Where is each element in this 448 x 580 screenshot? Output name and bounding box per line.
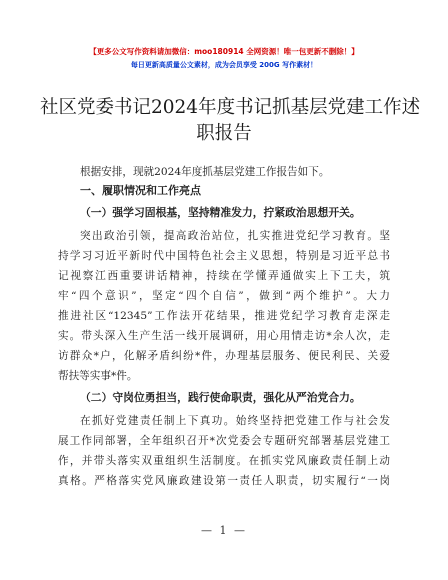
paragraph1-line: 牢“四个意识”，坚定“四个自信”，做到“两个维护”。大力	[58, 290, 390, 302]
paragraph2-line: 在抓好党建责任制上下真功。始终坚持把党建工作与社会发	[80, 415, 390, 427]
intro-paragraph: 根据安排，现就2024年度抓基层党建工作报告如下。	[80, 166, 330, 178]
paragraph2-line: 展工作同部署，全年组织召开*次党委会专题研究部署基层党建工	[58, 435, 390, 447]
paragraph2-line: 作，并带头落实双重组织生活制度。在抓实党风廉政责任制上动	[58, 455, 390, 467]
subsection1-heading: （一）强学习固根基，坚持精准发力，拧紧政治思想开关。	[80, 206, 361, 219]
paragraph1-line: 推进社区“12345”工作法开花结果，推进党纪学习教育走深走	[58, 310, 390, 322]
document-title-line2: 职报告	[196, 123, 252, 144]
paragraph1-line: 实。带头深入生产生活一线开展调研，用心用情走访*余人次，走	[58, 330, 390, 342]
paragraph1-line: 帮扶等实事*件。	[58, 370, 138, 382]
promo-banner-line1: 【更多公文写作资料请加微信：moo180914 全网资源！唯一包更新不删除！】	[89, 47, 359, 56]
paragraph1-line: 突出政治引领，提高政治站位，扎实推进党纪学习教育。坚	[80, 230, 390, 242]
paragraph2-line: 真格。严格落实党风廉政建设第一责任人职责，切实履行“一岗	[58, 475, 390, 487]
section1-heading: 一、履职情况和工作亮点	[80, 184, 201, 197]
page-number: — 1 —	[201, 524, 247, 537]
paragraph1-line: 记视察江西重要讲话精神，持续在学懂弄通做实上下工夫，筑	[58, 270, 390, 282]
document-title-line1: 社区党委书记2024年度书记抓基层党建工作述	[40, 97, 421, 118]
paragraph1-line: 持学习习近平新时代中国特色社会主义思想，特别是习近平总书	[58, 250, 390, 262]
paragraph1-line: 访群众*户，化解矛盾纠纷*件，办理基层服务、便民利民、关爱	[58, 350, 390, 362]
promo-banner-line2: 每日更新高质量公文素材，成为会员享受 200G 写作素材！	[130, 61, 318, 69]
subsection2-heading: （二）守岗位勇担当，践行使命职责，强化从严治党合力。	[80, 391, 361, 404]
